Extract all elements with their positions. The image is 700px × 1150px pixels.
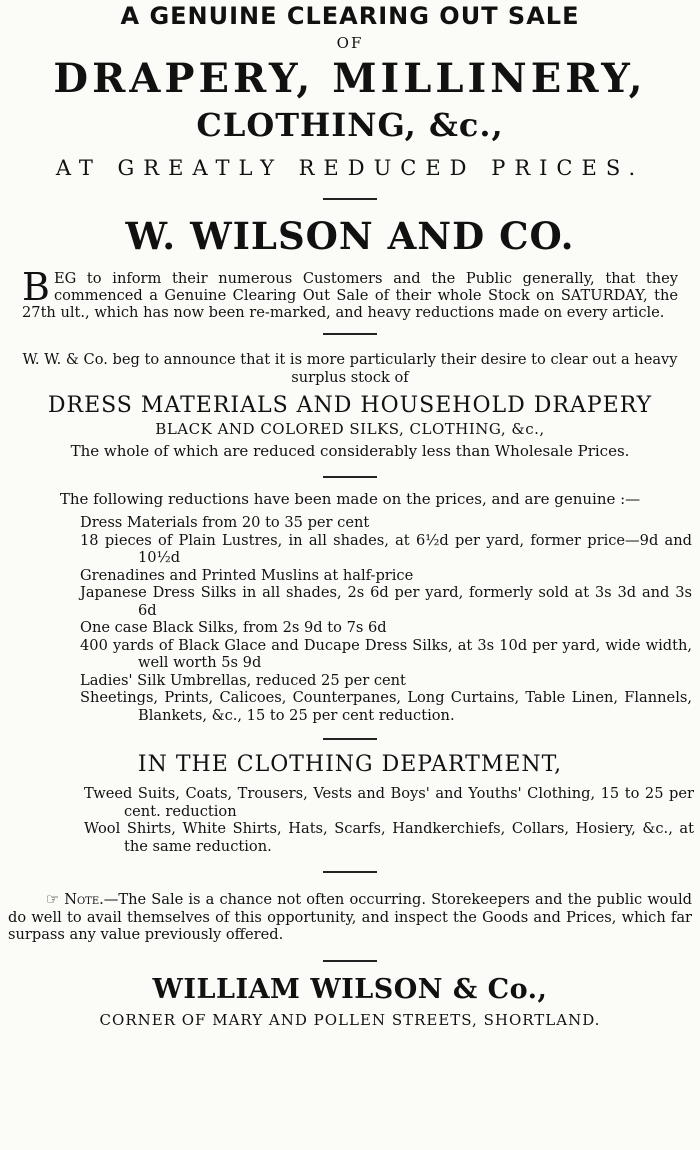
pointing-hand-icon: ☞ [46, 891, 60, 908]
reduced-prices-line: AT GREATLY REDUCED PRICES. [55, 156, 645, 180]
reductions-intro: The following reductions have been made on the prices, and are genuine :— [59, 490, 641, 508]
address-line: CORNER OF MARY AND POLLEN STREETS, SHORTLAND. [99, 1010, 601, 1029]
silks-subheading: BLACK AND COLORED SILKS, CLOTHING, &c., [155, 420, 545, 438]
firm-name: W. WILSON AND CO. [125, 214, 575, 258]
drapery-millinery-heading: DRAPERY, MILLINERY, [53, 55, 647, 102]
sale-headline: A GENUINE CLEARING OUT SALE [120, 2, 580, 30]
wholesale-line: The whole of which are reduced considerably less than Wholesale Prices. [70, 442, 630, 460]
list-item: Ladies' Silk Umbrellas, reduced 25 per cent [80, 671, 406, 689]
divider [323, 333, 377, 335]
intro-paragraph [22, 265, 678, 321]
note-text: —The Sale is a chance not often occurring. Storekeepers and the public would do well to avail themselves of this opportunity, and inspect the Goods and Prices, which far surpass any value previously offered. [8, 891, 693, 943]
list-item: Grenadines and Printed Muslins at half-price [80, 566, 414, 584]
clothing-department-heading: IN THE CLOTHING DEPARTMENT, [137, 752, 563, 777]
list-item: Sheetings, Prints, Calicoes, Counterpanes, Long Curtains, Table Linen, Flannels, Blankets, &c., 15 to 25 per cent reduction. [80, 689, 692, 724]
list-item: One case Black Silks, from 2s 9d to 7s 6d [80, 619, 387, 636]
list-item: Japanese Dress Silks in all shades, 2s 6d per yard, formerly sold at 3s 3d and 3s 6d [80, 584, 692, 619]
clothing-list [0, 785, 700, 855]
divider [323, 198, 377, 200]
list-item: Wool Shirts, White Shirts, Hats, Scarfs, Handkerchiefs, Collars, Hosiery, &c., at the same reduction. [84, 820, 694, 855]
list-item: 400 yards of Black Glace and Ducape Dress Silks, at 3s 10d per yard, wide width, well worth 5s 9d [80, 636, 692, 671]
footer-firm-name: WILLIAM WILSON & Co., [152, 973, 548, 1005]
drop-cap: B [22, 265, 50, 309]
reductions-list [0, 514, 700, 724]
clothing-heading: CLOTHING, &c., [196, 106, 504, 144]
list-item: 18 pieces of Plain Lustres, in all shades, at 6½d per yard, former price—9d and 10½d [80, 531, 692, 566]
divider [323, 476, 377, 478]
list-item: Tweed Suits, Coats, Trousers, Vests and Boys' and Youths' Clothing, 15 to 25 per cent. reduction [84, 785, 694, 820]
list-item: Dress Materials from 20 to 35 per cent [80, 514, 370, 531]
divider [323, 960, 377, 962]
note-paragraph [8, 891, 692, 944]
of-line: OF [336, 34, 364, 52]
dress-materials-heading: DRESS MATERIALS AND HOUSEHOLD DRAPERY [47, 393, 653, 418]
note-label: Note. [64, 891, 104, 908]
divider [323, 871, 377, 873]
announcement-text: W. W. & Co. beg to announce that it is more particularly their desire to clear out a heavy surplus stock of [22, 351, 678, 386]
divider [323, 738, 377, 740]
intro-text: EG to inform their numerous Customers and the Public generally, that they commenced a Genuine Clearing Out Sale of their whole Stock on SATURDAY, the 27th ult., which has now been re-marked, and heavy reductions made on every article. [22, 270, 678, 321]
